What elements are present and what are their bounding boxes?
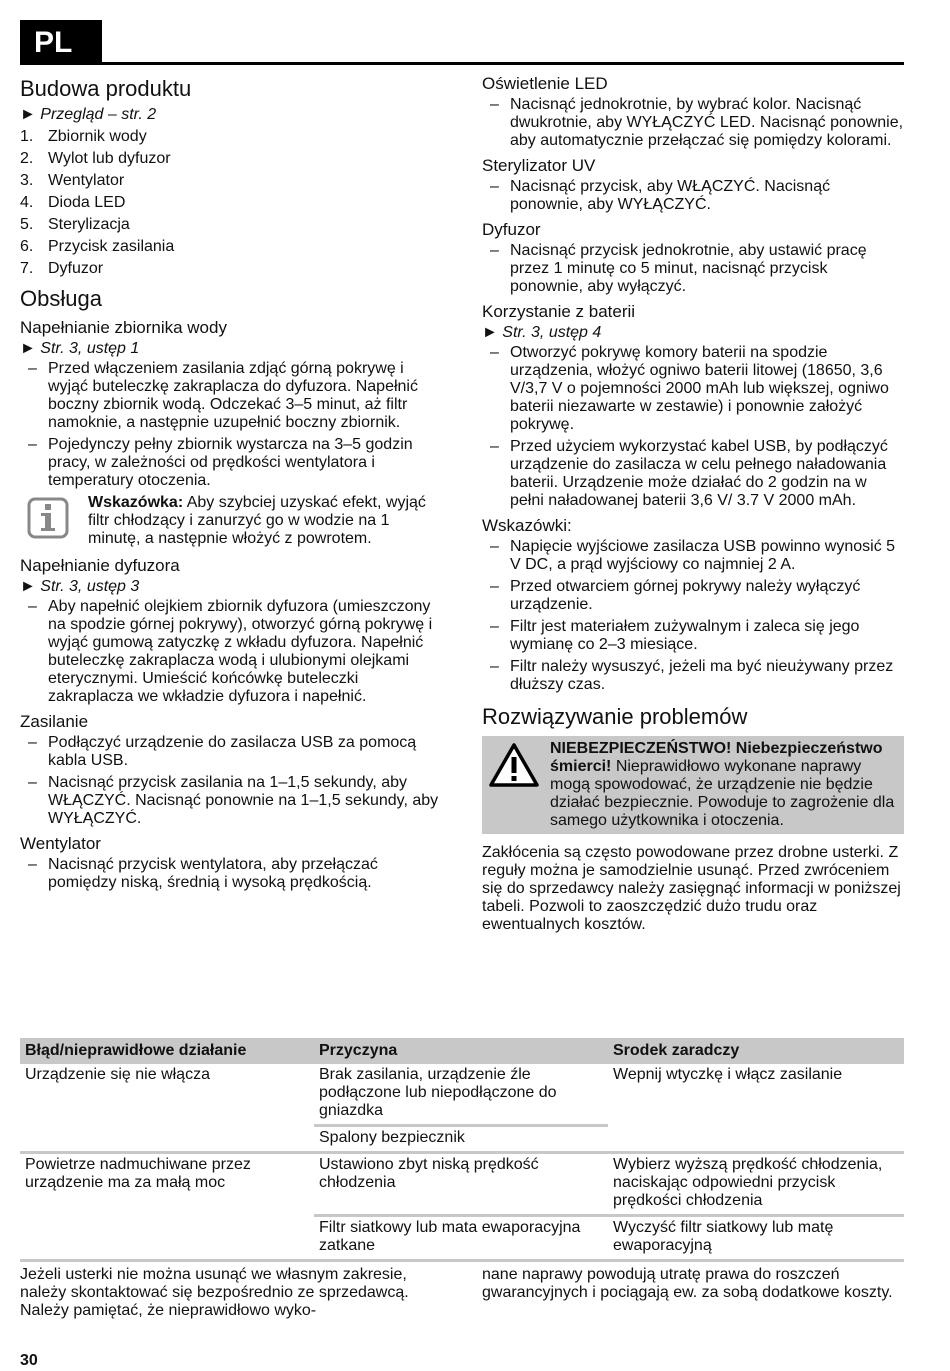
- uv-steps: [482, 178, 904, 214]
- page-number: 30: [20, 1352, 38, 1369]
- right-column: [482, 74, 904, 938]
- hint-text: Wskazówka: Aby szybciej uzyskać efekt, wyjąć filtr chłodzący i zanurzyć go w wodzie na 1 minutę, a następnie włożyć z powrotem.: [88, 494, 426, 547]
- tips-list: [482, 538, 904, 694]
- list-item: 4. Dioda LED: [20, 194, 126, 211]
- list-item: – Napięcie wyjściowe zasilacza USB powinno wynosić 5 V DC, a prąd wyjściowy co najmniej 2 A.: [482, 538, 904, 574]
- danger-text: NIEBEZPIECZEŃSTWO! Niebezpieczeństwo śmierci! Nieprawidłowo wykonane naprawy mogą spowodować, że urządzenie nie będzie działać bezpiecznie. Powoduje to zagrożenie dla samego użytkownika i otoczenia.: [550, 740, 895, 829]
- subsection-title-uv: Sterylizator UV: [482, 156, 596, 175]
- column-header: Przyczyna: [314, 1038, 608, 1064]
- table-row: [20, 1064, 904, 1126]
- battery-steps: [482, 344, 904, 510]
- table-cell-cause: Ustawiono zbyt niską prędkość chłodzenia: [314, 1153, 608, 1216]
- subsection-title-battery: Korzystanie z baterii: [482, 302, 636, 321]
- list-item: – Nacisnąć przycisk, aby WŁĄCZYĆ. Nacisnąć ponownie, aby WYŁĄCZYĆ.: [482, 178, 904, 214]
- table-cell-cause: Brak zasilania, urządzenie źle podłączone lub niepodłączone do gniazdka: [319, 1066, 557, 1119]
- list-item: 5. Sterylizacja: [20, 216, 130, 233]
- list-item: – Filtr należy wysuszyć, jeżeli ma być nieużywany przez dłuższy czas.: [482, 658, 904, 694]
- table-cell-remedy: Wepnij wtyczkę i włącz zasilanie: [613, 1066, 843, 1083]
- water-steps: [20, 360, 445, 490]
- list-item: – Filtr jest materiałem zużywalnym i zaleca się jego wymianę co 2–3 miesiące.: [482, 618, 904, 654]
- diffuser-steps: [482, 242, 904, 296]
- list-item: – Przed użyciem wykorzystać kabel USB, by podłączyć urządzenie do zasilacza w celu pełnego naładowania baterii. Urządzenie może działać do 2 godzin na w pełni naładowanej baterii 3,6 V/ 3.7 V 2000 mAh.: [482, 438, 904, 510]
- led-steps: [482, 96, 904, 150]
- subsection-title-diffuser: Dyfuzor: [482, 220, 541, 239]
- parts-list: [20, 126, 445, 280]
- list-item: – Podłączyć urządzenie do zasilacza USB za pomocą kabla USB.: [20, 734, 445, 770]
- subsection-title-power: Zasilanie: [20, 712, 89, 731]
- reference-budowa: ► Przegląd – str. 2: [20, 106, 157, 123]
- warning-triangle-icon: [488, 740, 550, 830]
- table-cell-fault: Urządzenie się nie włącza: [25, 1066, 210, 1083]
- list-item: 6. Przycisk zasilania: [20, 238, 175, 255]
- header-rule: [20, 62, 904, 65]
- left-column: [20, 74, 445, 896]
- fan-steps: [20, 856, 445, 892]
- table-cell-cause: Spalony bezpiecznik: [314, 1126, 608, 1153]
- subsection-title-led: Oświetlenie LED: [482, 74, 608, 93]
- list-item: 2. Wylot lub dyfuzor: [20, 150, 171, 167]
- troubleshooting-intro: Zakłócenia są często powodowane przez drobne usterki. Z reguły można je samodzielnie usunąć. Przed zwróceniem się do sprzedawcy należy zasięgnąć informacji w poniższej tabeli. Pozwoli to zaoszczędzić dużo trudu oraz ewentualnych kosztów.: [482, 844, 901, 933]
- list-item: 7. Dyfuzor: [20, 260, 104, 277]
- hint-box: [20, 494, 445, 548]
- section-title-obsluga: Obsługa: [20, 286, 102, 311]
- table-row: [20, 1153, 904, 1216]
- section-title-troubleshooting: Rozwiązywanie problemów: [482, 704, 748, 729]
- power-steps: [20, 734, 445, 828]
- footer-text-left: Jeżeli usterki nie można usunąć we własnym zakresie, należy skontaktować się bezpośrednio ze sprzedawcą. Należy pamiętać, że nieprawidłowo wyko-: [20, 1266, 409, 1319]
- list-item: – Nacisnąć jednokrotnie, by wybrać kolor. Nacisnąć dwukrotnie, aby WYŁĄCZYĆ LED. Nacisnąć ponownie, aby automatycznie przełączać się pomiędzy kolorami.: [482, 96, 904, 150]
- list-item: – Otworzyć pokrywę komory baterii na spodzie urządzenia, włożyć ogniwo baterii litowej (18650, 3,6 V/3,7 V o pojemności 2000 mAh lub większej, ogniwo baterii niezawarte w zestawie) i ponownie założyć pokrywę.: [482, 344, 904, 434]
- diffuser-fill-steps: [20, 598, 445, 706]
- list-item: – Pojedynczy pełny zbiornik wystarcza na 3–5 godzin pracy, w zależności od prędkości wentylatora i temperatury otoczenia.: [20, 436, 445, 490]
- list-item: 1. Zbiornik wody: [20, 128, 147, 145]
- section-title-budowa: Budowa produktu: [20, 76, 192, 101]
- subsection-title-tips: Wskazówki:: [482, 516, 572, 535]
- reference-battery: ► Str. 3, ustęp 4: [482, 324, 602, 341]
- reference-diffuser: ► Str. 3, ustęp 3: [20, 578, 140, 595]
- list-item: – Nacisnąć przycisk jednokrotnie, aby ustawić pracę przez 1 minutę co 5 minut, nacisnąć przycisk ponownie, aby wyłączyć.: [482, 242, 904, 296]
- list-item: – Nacisnąć przycisk zasilania na 1–1,5 sekundy, aby WŁĄCZYĆ. Nacisnąć ponownie na 1–1,5 sekundy, aby WYŁĄCZYĆ.: [20, 774, 445, 828]
- subsection-title-fan: Wentylator: [20, 834, 101, 853]
- table-cell-cause: Filtr siatkowy lub mata ewaporacyjna zatkane: [314, 1216, 608, 1261]
- troubleshooting-table: [20, 1038, 904, 1262]
- column-header: Błąd/nieprawidłowe działanie: [20, 1038, 314, 1064]
- column-header: Srodek zaradczy: [608, 1038, 904, 1064]
- info-icon: [20, 494, 88, 548]
- list-item: 3. Wentylator: [20, 172, 125, 189]
- language-badge: [20, 20, 102, 65]
- reference-water: ► Str. 3, ustęp 1: [20, 340, 140, 357]
- danger-warning-box: [482, 736, 904, 834]
- table-cell-remedy: Wybierz wyższą prędkość chłodzenia, naciskając odpowiedni przycisk prędkości chłodzenia: [608, 1153, 904, 1216]
- subsection-title-diffuser-fill: Napełnianie dyfuzora: [20, 556, 180, 575]
- subsection-title-water: Napełnianie zbiornika wody: [20, 318, 227, 337]
- table-cell-fault: Powietrze nadmuchiwane przez urządzenie ma za małą moc: [20, 1153, 314, 1261]
- list-item: – Przed włączeniem zasilania zdjąć górną pokrywę i wyjąć buteleczkę zakraplacza do dyfuzora. Napełnić boczny zbiornik wodą. Odczekać 3–5 minut, aż filtr namoknie, a następnie uzupełnić boczny zbiornik.: [20, 360, 445, 432]
- table-header-row: [20, 1038, 904, 1064]
- footer-text-right: nane naprawy powodują utratę prawa do roszczeń gwarancyjnych i pociągają ew. za sobą dodatkowe koszty.: [482, 1266, 893, 1301]
- list-item: – Przed otwarciem górnej pokrywy należy wyłączyć urządzenie.: [482, 578, 904, 614]
- language-code: PL: [34, 26, 73, 59]
- table-cell-remedy: Wyczyść filtr siatkowy lub matę ewaporacyjną: [608, 1216, 904, 1261]
- list-item: – Nacisnąć przycisk wentylatora, aby przełączać pomiędzy niską, średnią i wysoką prędkością.: [20, 856, 445, 892]
- list-item: – Aby napełnić olejkiem zbiornik dyfuzora (umieszczony na spodzie górnej pokrywy), otworzyć górną pokrywę i wyjąć gumową zatyczkę z wkładu dyfuzora. Napełnić buteleczkę zakraplacza wodą i ulubionymi olejkami eterycznymi. Umieścić końcówkę buteleczki zakraplacza we wkładzie dyfuzora i napełnić.: [20, 598, 445, 706]
